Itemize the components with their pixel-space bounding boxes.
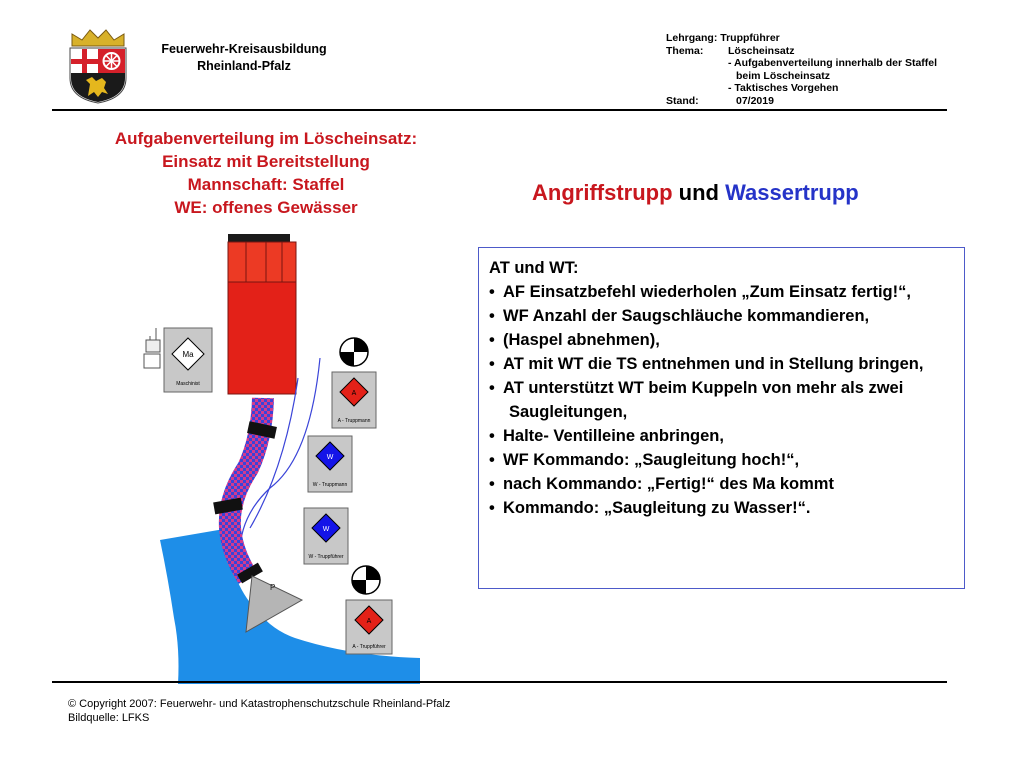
- bullet-icon: •: [489, 379, 495, 397]
- organisation-title: [140, 41, 348, 75]
- footer-divider: [52, 681, 947, 683]
- bullet-icon: •: [489, 283, 495, 301]
- bullet-icon: •: [489, 427, 495, 445]
- task-list-item: • nach Kommando: „Fertig!“ des Ma kommt: [489, 472, 954, 496]
- bullet-icon: •: [489, 499, 495, 517]
- course-meta-block: [666, 32, 966, 107]
- organisation-line-1: Feuerwehr-Kreisausbildung: [161, 42, 327, 56]
- maschinist-symbol: [164, 328, 212, 392]
- attack-team-member-caption: A - Truppmann: [337, 418, 371, 424]
- scenario-heading: [56, 127, 476, 219]
- bullet-icon: •: [489, 475, 495, 493]
- copyright-notice: © Copyright 2007: Feuerwehr- und Katastrophenschutzschule Rheinland-Pfalz: [68, 698, 451, 710]
- status-value: 07/2019: [736, 94, 774, 107]
- attack-team-leader-caption: A - Truppführer: [352, 644, 386, 650]
- water-team-leader-symbol: [304, 508, 348, 564]
- task-list: [489, 280, 954, 520]
- footer: [68, 697, 668, 725]
- water-team-member-symbol: [308, 436, 352, 492]
- task-list-item: • Kommando: „Saugleitung zu Wasser!“.: [489, 496, 954, 520]
- topic-line-row: [666, 70, 966, 83]
- fire-engine: [228, 234, 296, 394]
- task-list-item: • AT unterstützt WT beim Kuppeln von mehr als zwei Saugleitungen,: [489, 376, 954, 424]
- image-source: Bildquelle: LFKS: [68, 712, 150, 724]
- water-team-leader-code: W: [322, 526, 330, 533]
- pump-control-icon: [144, 328, 160, 368]
- status-row: [666, 95, 966, 108]
- topic-line-row: [666, 57, 966, 70]
- topic-row: [666, 45, 966, 58]
- maschinist-code: Ma: [182, 350, 194, 359]
- topic-label: Thema:: [666, 44, 704, 57]
- task-list-item: • WF Anzahl der Saugschläuche kommandieren,: [489, 304, 954, 328]
- task-list-item: • Halte- Ventilleine anbringen,: [489, 424, 954, 448]
- bullet-icon: •: [489, 451, 495, 469]
- deployment-diagram: [120, 228, 420, 684]
- course-value: Truppführer: [720, 32, 780, 44]
- leader-position-marker: [352, 566, 380, 594]
- organisation-line-2: Rheinland-Pfalz: [197, 59, 291, 73]
- scenario-heading-line: Aufgabenverteilung im Löscheinsatz:: [114, 129, 418, 148]
- topic-line-row: [666, 82, 966, 95]
- task-list-item: • WF Kommando: „Saugleitung hoch!“,: [489, 448, 954, 472]
- scenario-heading-line: WE: offenes Gewässer: [174, 198, 358, 217]
- pump-label: P: [270, 583, 276, 592]
- deployment-diagram-svg: [120, 228, 420, 684]
- task-list-item: • (Haspel abnehmen),: [489, 328, 954, 352]
- scenario-heading-line: Mannschaft: Staffel: [187, 175, 345, 194]
- course-row: [666, 32, 966, 45]
- headline-attack-team: Angriffstrupp: [532, 180, 673, 205]
- water-team-member-code: W: [326, 454, 334, 461]
- bullet-icon: •: [489, 355, 495, 373]
- topic-line: - Taktisches Vorgehen: [728, 82, 839, 94]
- state-coat-of-arms-logo: [64, 26, 132, 104]
- task-list-item: • AF Einsatzbefehl wiederholen „Zum Einsatz fertig!“,: [489, 280, 954, 304]
- topic-value: Löscheinsatz: [728, 44, 795, 57]
- water-team-member-caption: W - Truppmann: [312, 482, 348, 488]
- topic-line: beim Löscheinsatz: [736, 69, 830, 82]
- task-list-item: • AT mit WT die TS entnehmen und in Stellung bringen,: [489, 352, 954, 376]
- leader-position-marker: [340, 338, 368, 366]
- course-label: Lehrgang:: [666, 32, 718, 44]
- bullet-icon: •: [489, 331, 495, 349]
- attack-team-member-symbol: [332, 372, 376, 428]
- headline-and: und: [672, 180, 726, 205]
- scenario-heading-line: Einsatz mit Bereitstellung: [162, 152, 370, 171]
- attack-team-leader-code: A: [366, 618, 372, 625]
- slide-headline: [532, 180, 952, 206]
- task-list-box: [478, 247, 965, 589]
- attack-team-member-code: A: [351, 390, 357, 397]
- attack-team-leader-symbol: [346, 600, 392, 654]
- task-list-title: AT und WT:: [489, 259, 579, 277]
- headline-water-team: Wassertrupp: [725, 180, 859, 205]
- maschinist-caption: Maschinist: [176, 381, 200, 387]
- topic-line: - Aufgabenverteilung innerhalb der Staffel: [728, 57, 938, 69]
- water-team-leader-caption: W - Truppführer: [308, 554, 344, 560]
- bullet-icon: •: [489, 307, 495, 325]
- status-label: Stand:: [666, 94, 699, 107]
- header-divider: [52, 109, 947, 111]
